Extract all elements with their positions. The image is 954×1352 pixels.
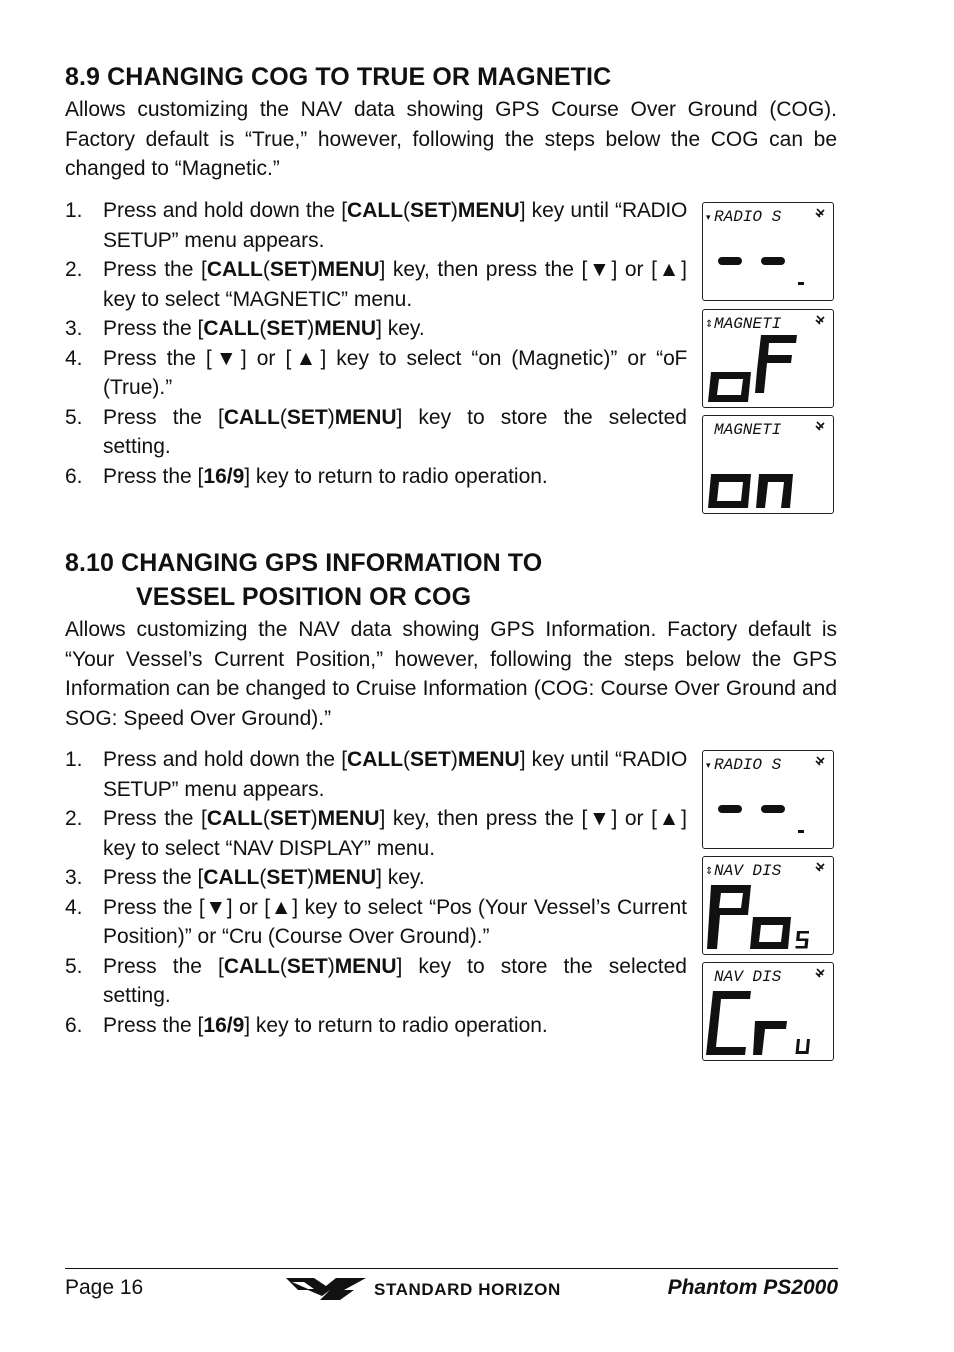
- lcd-dash-small: [798, 830, 804, 833]
- section-title-8-10-line2: VESSEL POSITION OR COG: [136, 583, 472, 611]
- lcd-dash: [761, 257, 785, 265]
- step-2: 2. Press the [CALL(SET)MENU] key, then press the [▼] or [▲] key to select “NAV DISPLAY” menu.: [65, 807, 687, 860]
- lcd-magnetic-of: [702, 309, 834, 408]
- section-title-8-9: 8.9 CHANGING COG TO TRUE OR MAGNETIC: [65, 63, 612, 91]
- model-name: Phantom PS2000: [667, 1276, 838, 1299]
- step-1: 1. Press and hold down the [CALL(SET)MENU] key until “RADIO SETUP” menu appears.: [65, 199, 687, 252]
- lcd-nav-display-cru: [702, 962, 834, 1061]
- lcd-gps-icon: [816, 863, 824, 871]
- lcd-gps-icon: [816, 757, 824, 765]
- step-6: 6. Press the [16/9] key to return to radio operation.: [65, 464, 548, 488]
- lcd-top-text: NAV DIS: [714, 968, 782, 986]
- lcd-dash: [718, 257, 742, 265]
- brand-logo: [286, 1276, 626, 1302]
- lcd-arrow: ▾: [706, 212, 711, 222]
- lcd-arrow: ▾: [706, 760, 711, 770]
- section-8-9-intro: Allows customizing the NAV data showing GPS Course Over Ground (COG). Factory default is “True,” however, following the steps below the COG can be changed to “Magnetic.”: [65, 98, 837, 180]
- step-4: 4. Press the [▼] or [▲] key to select “Pos (Your Vessel’s Current Position)” or “Cru (Course Over Ground).”: [65, 895, 688, 948]
- lcd-radio-setup: [702, 202, 834, 301]
- lcd-arrow: ⇕: [705, 319, 714, 330]
- step-5: 5. Press the [CALL(SET)MENU] key to store the selected setting.: [65, 405, 687, 458]
- step-4: 4. Press the [▼] or [▲] key to select “on (Magnetic)” or “oF (True).”: [65, 346, 688, 399]
- step-3: 3. Press the [CALL(SET)MENU] key.: [65, 317, 425, 340]
- lcd-gps-icon: [816, 209, 824, 217]
- lcd-dash-small: [798, 282, 804, 285]
- step-5: 5. Press the [CALL(SET)MENU] key to store the selected setting.: [65, 954, 687, 1007]
- lcd-main-of: [708, 335, 797, 402]
- lcd-magnetic-on: [702, 415, 834, 514]
- lcd-radio-setup-2: [702, 750, 834, 849]
- lcd-main-cru: [706, 991, 810, 1055]
- lcd-top-text: MAGNETI: [714, 421, 782, 439]
- lcd-top-text: NAV DIS: [714, 862, 782, 880]
- lcd-main-pos: [707, 885, 809, 949]
- lcd-gps-icon: [816, 316, 824, 324]
- footer-rule: [65, 1268, 838, 1269]
- section-8-9-steps: [65, 196, 687, 491]
- step-1: 1. Press and hold down the [CALL(SET)MENU] key until “RADIO SETUP” menu appears.: [65, 748, 687, 801]
- section-title-8-10: 8.10 CHANGING GPS INFORMATION TO: [65, 549, 543, 577]
- lcd-top-text: MAGNETI: [714, 315, 782, 333]
- lcd-top-text: RADIO S: [714, 208, 782, 226]
- brand-logo-icon: [286, 1278, 366, 1300]
- step-6: 6. Press the [16/9] key to return to radio operation.: [65, 1013, 548, 1037]
- page-number: Page 16: [65, 1276, 144, 1299]
- lcd-gps-icon: [816, 969, 824, 977]
- section-8-10-intro: Allows customizing the NAV data showing GPS Information. Factory default is “Your Vessel’s Current Position,” however, following the steps below the GPS Information can be changed to Cruise Information (COG: Course Over Ground and SOG: Speed Over Ground).”: [65, 618, 837, 730]
- lcd-dash: [761, 805, 785, 813]
- step-2: 2. Press the [CALL(SET)MENU] key, then press the [▼] or [▲] key to select “MAGNETIC” menu.: [65, 258, 687, 311]
- section-8-10-steps: [65, 745, 687, 1040]
- lcd-nav-display-pos: [702, 856, 834, 955]
- brand-logo-text: STANDARD HORIZON: [374, 1280, 561, 1299]
- lcd-top-text: RADIO S: [714, 756, 782, 774]
- lcd-gps-icon: [816, 422, 824, 430]
- lcd-arrow: ⇕: [705, 866, 714, 877]
- lcd-main-on: [708, 474, 793, 508]
- step-3: 3. Press the [CALL(SET)MENU] key.: [65, 866, 425, 889]
- lcd-dash: [718, 805, 742, 813]
